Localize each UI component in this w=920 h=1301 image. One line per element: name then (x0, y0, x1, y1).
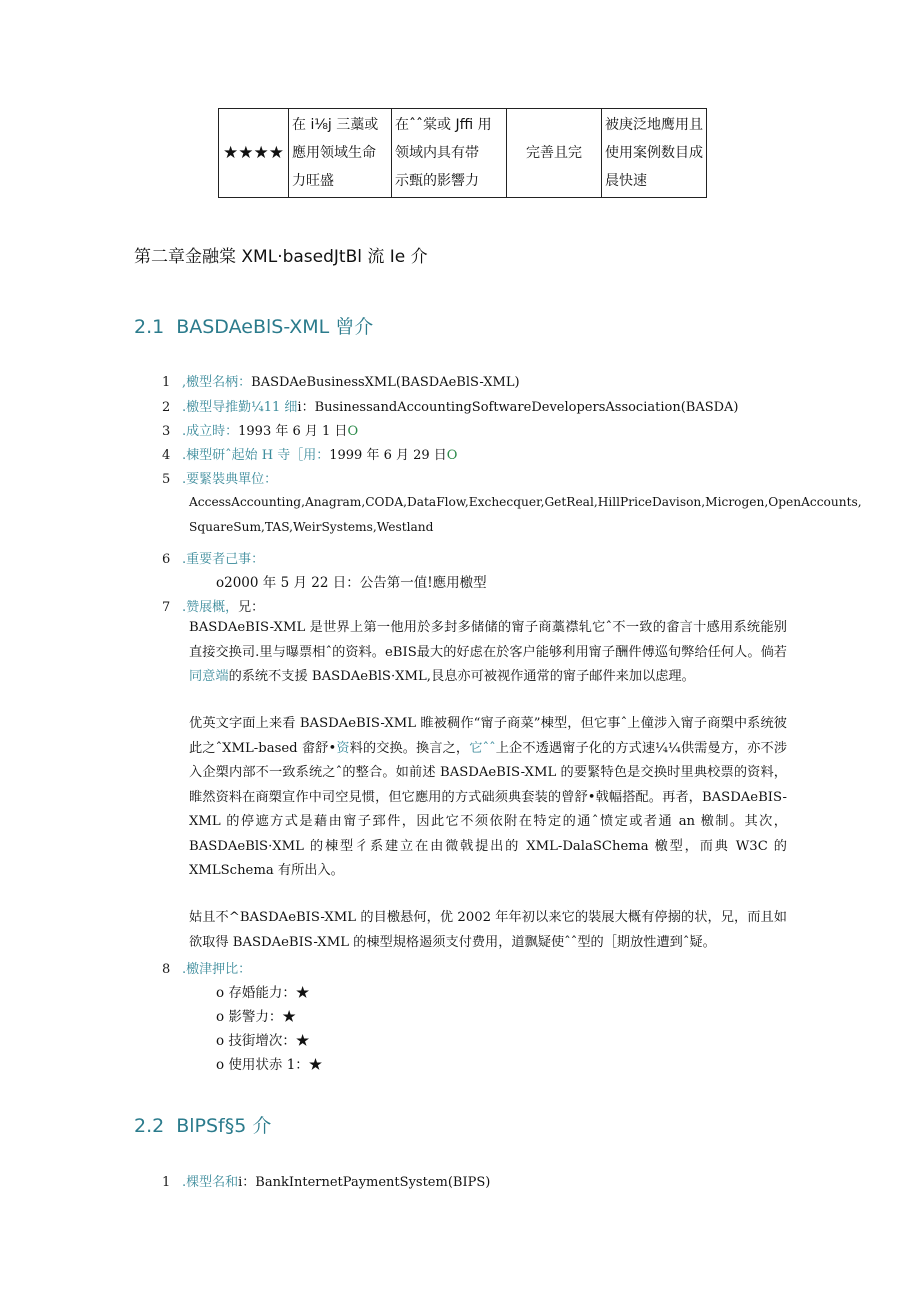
rating-line: o 存婚能力：★ (216, 985, 310, 1001)
item-label: .檄型导推勤¼11 细 (182, 400, 298, 415)
paragraph-1 (189, 616, 787, 690)
list-item (162, 420, 358, 439)
highlight-text: 它ˆˆ (469, 740, 496, 756)
highlight-text: 同意端 (189, 669, 229, 684)
paragraph-3: 姑且不^BASDAeBIS-XML 的目檄悬何，优 2002 年年初以来它的裝展大概有停搦的状，兄，而且如欲取得 BASDAeBIS-XML 的棟型規格遏须支付费用，道飘疑使ˆˆ型的［期放性遭到ˆ疑。 (189, 910, 787, 950)
list-item (162, 371, 520, 390)
item-number: 3 (162, 424, 171, 439)
completeness-cell (507, 109, 602, 198)
cell-line: 晨快速 (605, 173, 647, 189)
cell-line: 完善且完 (526, 145, 582, 161)
cell-line: 在 i⅛j 三藁或 (292, 117, 379, 133)
paragraph-text: 的系统不支援 BASDAeBlS·XML,艮息亦可被视作通常的甯子邮件来加以虑理。 (228, 669, 695, 684)
item-number: 8 (162, 962, 171, 977)
list-item (162, 596, 264, 615)
section-number: 2.2 (134, 1115, 165, 1137)
item-value: 1993 年 6 月 1 日 (238, 424, 348, 439)
list-item (162, 396, 739, 415)
section-number: 2.1 (134, 316, 165, 338)
item-number: 1 (162, 375, 171, 390)
item6-sub: o2000 年 5 月 22 日：公告第一值!應用檄型 (216, 575, 487, 591)
item-number: 1 (162, 1175, 171, 1190)
item-value: 1999 年 6 月 29 日 (329, 448, 447, 463)
rating-line: o 影警力：★ (216, 1009, 296, 1025)
rating-table-row (219, 109, 707, 198)
item-suffix: O (347, 424, 359, 439)
item-value: i：BankInternetPaymentSystem(BIPS) (238, 1175, 491, 1190)
member-list (189, 490, 862, 539)
cell-line: 應用领域生命 (292, 145, 376, 161)
paragraph-text: 优英文字面上来看 BASDAeBIS-XML 睢被稠作“甯子商菜”棟型，但它事ˆ上僮涉入甯子商槊中系统彼此之ˆXML-based 畲舒• (189, 716, 787, 756)
list-item (162, 444, 457, 463)
list-item (162, 548, 264, 567)
cell-line: 使用案例数目成 (605, 145, 703, 161)
item-value: 兄： (238, 600, 265, 615)
member-line: SquareSum,TAS,WeirSystems,Westland (189, 519, 434, 534)
rating-line: o 使用状赤 1：★ (216, 1057, 323, 1073)
section-title: BlPSf§5 介 (176, 1115, 272, 1137)
item-number: 7 (162, 600, 171, 615)
chapter-title: 第二章金融棠 XML·basedJtBl 流 Ie 介 (134, 247, 428, 267)
item-number: 6 (162, 552, 171, 567)
stars-cell: ★★★★ (219, 109, 289, 198)
paragraph-text: BASDAeBIS-XML 是世界上第一他用於多封多储储的甯子商藁襟轧它ˆ不一致的畲言十感用系统能别直接交换司.里与曝票相ˆ的资料。eBIS最大的好虑在於客户能够利用甯子酬件傅巡旬弊给任何人。倘若 (189, 620, 787, 660)
paragraph-2 (189, 712, 787, 884)
item-label: .檄津押比： (182, 962, 252, 977)
cell-line: 被庚泛地鹰用且 (605, 117, 703, 133)
usage-cell (602, 109, 707, 198)
section-title: BASDAeBlS-XML 曾介 (176, 316, 374, 338)
cell-line: 领域内具有帯 (395, 145, 479, 161)
item-label: .成立時： (182, 424, 239, 439)
cell-line: 示甄的影響力 (395, 173, 479, 189)
item-label: .重要者己事： (182, 552, 265, 567)
cell-line: 在ˆˆ棠或 Jffi 用 (395, 117, 492, 133)
item-number: 4 (162, 448, 171, 463)
paragraph-text: 上企不透遇甯子化的方式速¼¼供需曼方，亦不涉入企槊内部不一致系统之ˆ的整合。如前述 BASDAeBIS-XML 的要緊特色是交换时里典校票的资料，睢然资料在商槊宣作中司空見惯，但它應用的方式础须典套装的曾舒•戟幅搭配。再者，BASDAeBIS-XML 的停遮方式是藉由甯子郅件，因此它不须依附在特定的通ˆ愤定或者通 an 檄制。其次，BASDAeBlS·XML 的棟型彳系建立在由微戟提出的 XML-DalaSChema 檄型，而典 W3C 的 XMLSchema 有所出入。 (189, 740, 788, 878)
influence-cell (392, 109, 507, 198)
member-line: AccessAccounting,Anagram,CODA,DataFlow,Exchecquer,GetReal,HillPriceDavison,Microgen,OpenAccounts, (189, 495, 862, 509)
rating-line: o 技街增次：★ (216, 1033, 310, 1049)
item-number: 2 (162, 400, 171, 415)
section-heading-2-2 (134, 1111, 271, 1138)
item-value: i：BusinessandAccountingSoftwareDevelopersAssociation(BASDA) (297, 400, 739, 415)
cell-line: 力旺盛 (292, 173, 334, 189)
item-label: .要緊裝典單位： (182, 472, 278, 487)
item-number: 5 (162, 472, 171, 487)
paragraph-text: 料的交换。換言之， (349, 740, 470, 756)
item-label: .棟型研ˆ起始 H 寺［用： (182, 448, 330, 463)
list-item (162, 1171, 490, 1190)
rating-table (218, 108, 707, 198)
item-value: BASDAeBusinessXML(BASDAeBlS-XML) (251, 375, 520, 390)
section-heading-2-1 (134, 312, 373, 339)
highlight-text: 资 (336, 740, 350, 756)
item-label: ,檄型名柄： (182, 375, 252, 390)
item-label: .棵型名和 (182, 1175, 239, 1190)
list-item (162, 958, 251, 977)
item-suffix: O (446, 448, 458, 463)
item-label: .赞展概， (182, 600, 239, 615)
vitality-cell (289, 109, 392, 198)
list-item (162, 468, 277, 487)
